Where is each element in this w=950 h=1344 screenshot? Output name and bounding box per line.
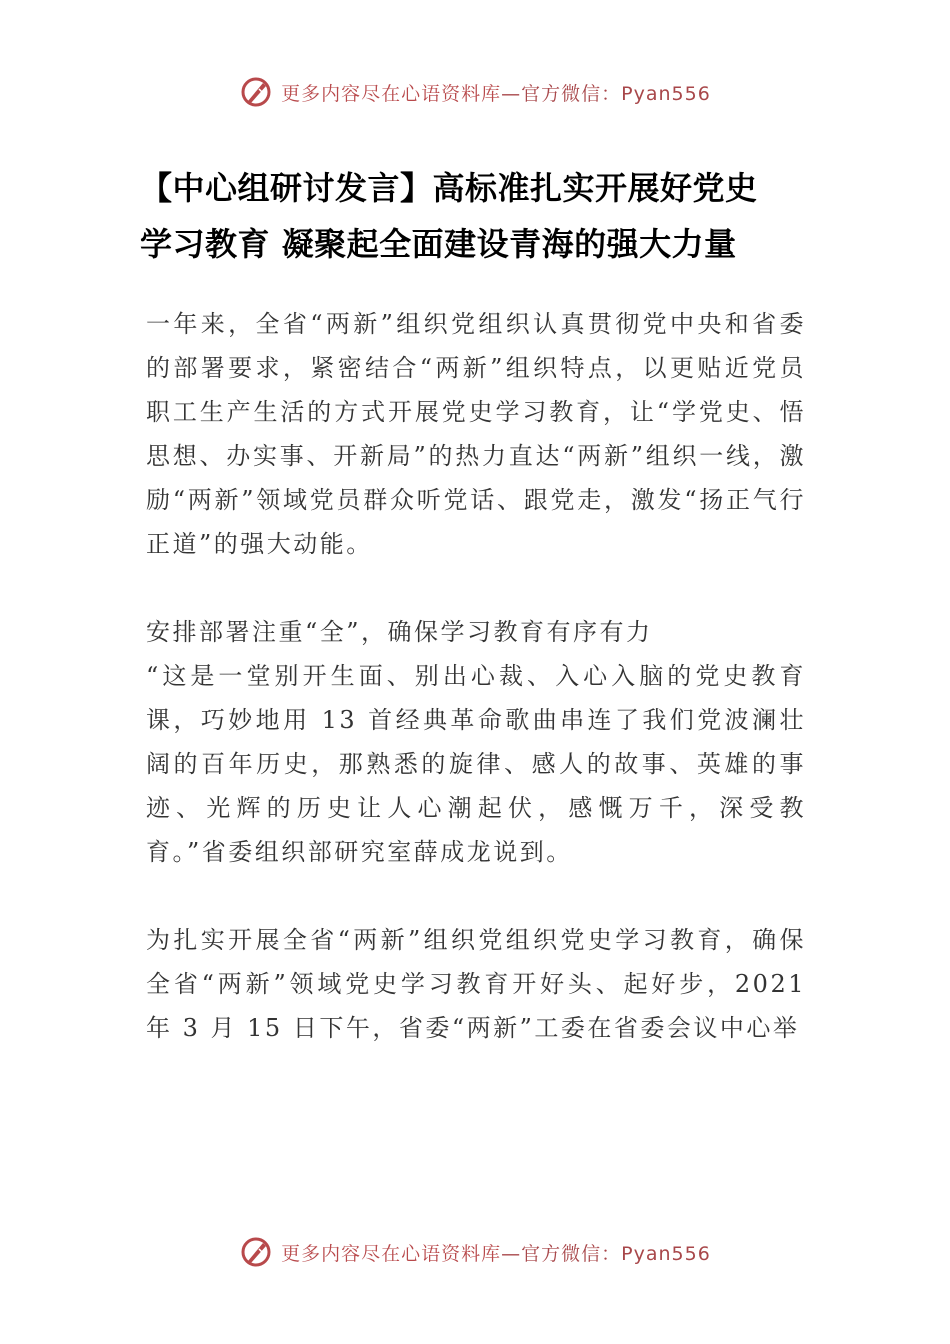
section-heading: 安排部署注重“全”，确保学习教育有序有力 [146, 618, 653, 646]
footer-banner-main-text: 更多内容尽在心语资料库 [281, 1242, 502, 1265]
paragraph-3: 为扎实开展全省“两新”组织党组织党史学习教育，确保全省“两新”领域党史学习教育开好头、起好步，2021 年 3 月 15 日下午，省委“两新”工委在省委会议中心举 [146, 926, 806, 1042]
document-body [146, 302, 806, 1050]
document-title [140, 160, 820, 272]
paragraph-1: 一年来，全省“两新”组织党组织认真贯彻党中央和省委的部署要求，紧密结合“两新”组织特点，以更贴近党员职工生产生活的方式开展党史学习教育，让“学党史、悟思想、办实事、开新局”的热力直达“两新”组织一线，激励“两新”领域党员群众听党话、跟党走，激发“扬正气行正道”的强大动能。 [146, 310, 806, 558]
footer-banner-text [281, 1239, 711, 1266]
pen-logo-icon [239, 75, 273, 109]
paragraph-spacer [146, 566, 806, 610]
footer-banner-wechat-text: —官方微信：Pyan556 [501, 1242, 711, 1265]
header-banner-main-text: 更多内容尽在心语资料库 [281, 82, 502, 105]
title-line-2: 学习教育 凝聚起全面建设青海的强大力量 [140, 225, 737, 263]
header-banner-wechat-text: —官方微信：Pyan556 [501, 82, 711, 105]
paragraph-2: “这是一堂别开生面、别出心裁、入心入脑的党史教育课，巧妙地用 13 首经典革命歌曲串连了我们党波澜壮阔的百年历史，那熟悉的旋律、感人的故事、英雄的事迹、光辉的历史让人心潮起伏，感慨万千，深受教育。”省委组织部研究室薛成龙说到。 [146, 662, 806, 866]
title-line-1: 【中心组研讨发言】高标准扎实开展好党史 [140, 169, 758, 207]
pen-logo-icon [239, 1235, 273, 1269]
paragraph-spacer [146, 874, 806, 918]
header-banner-text [281, 79, 711, 106]
footer-banner [0, 1230, 950, 1274]
header-banner [0, 70, 950, 114]
